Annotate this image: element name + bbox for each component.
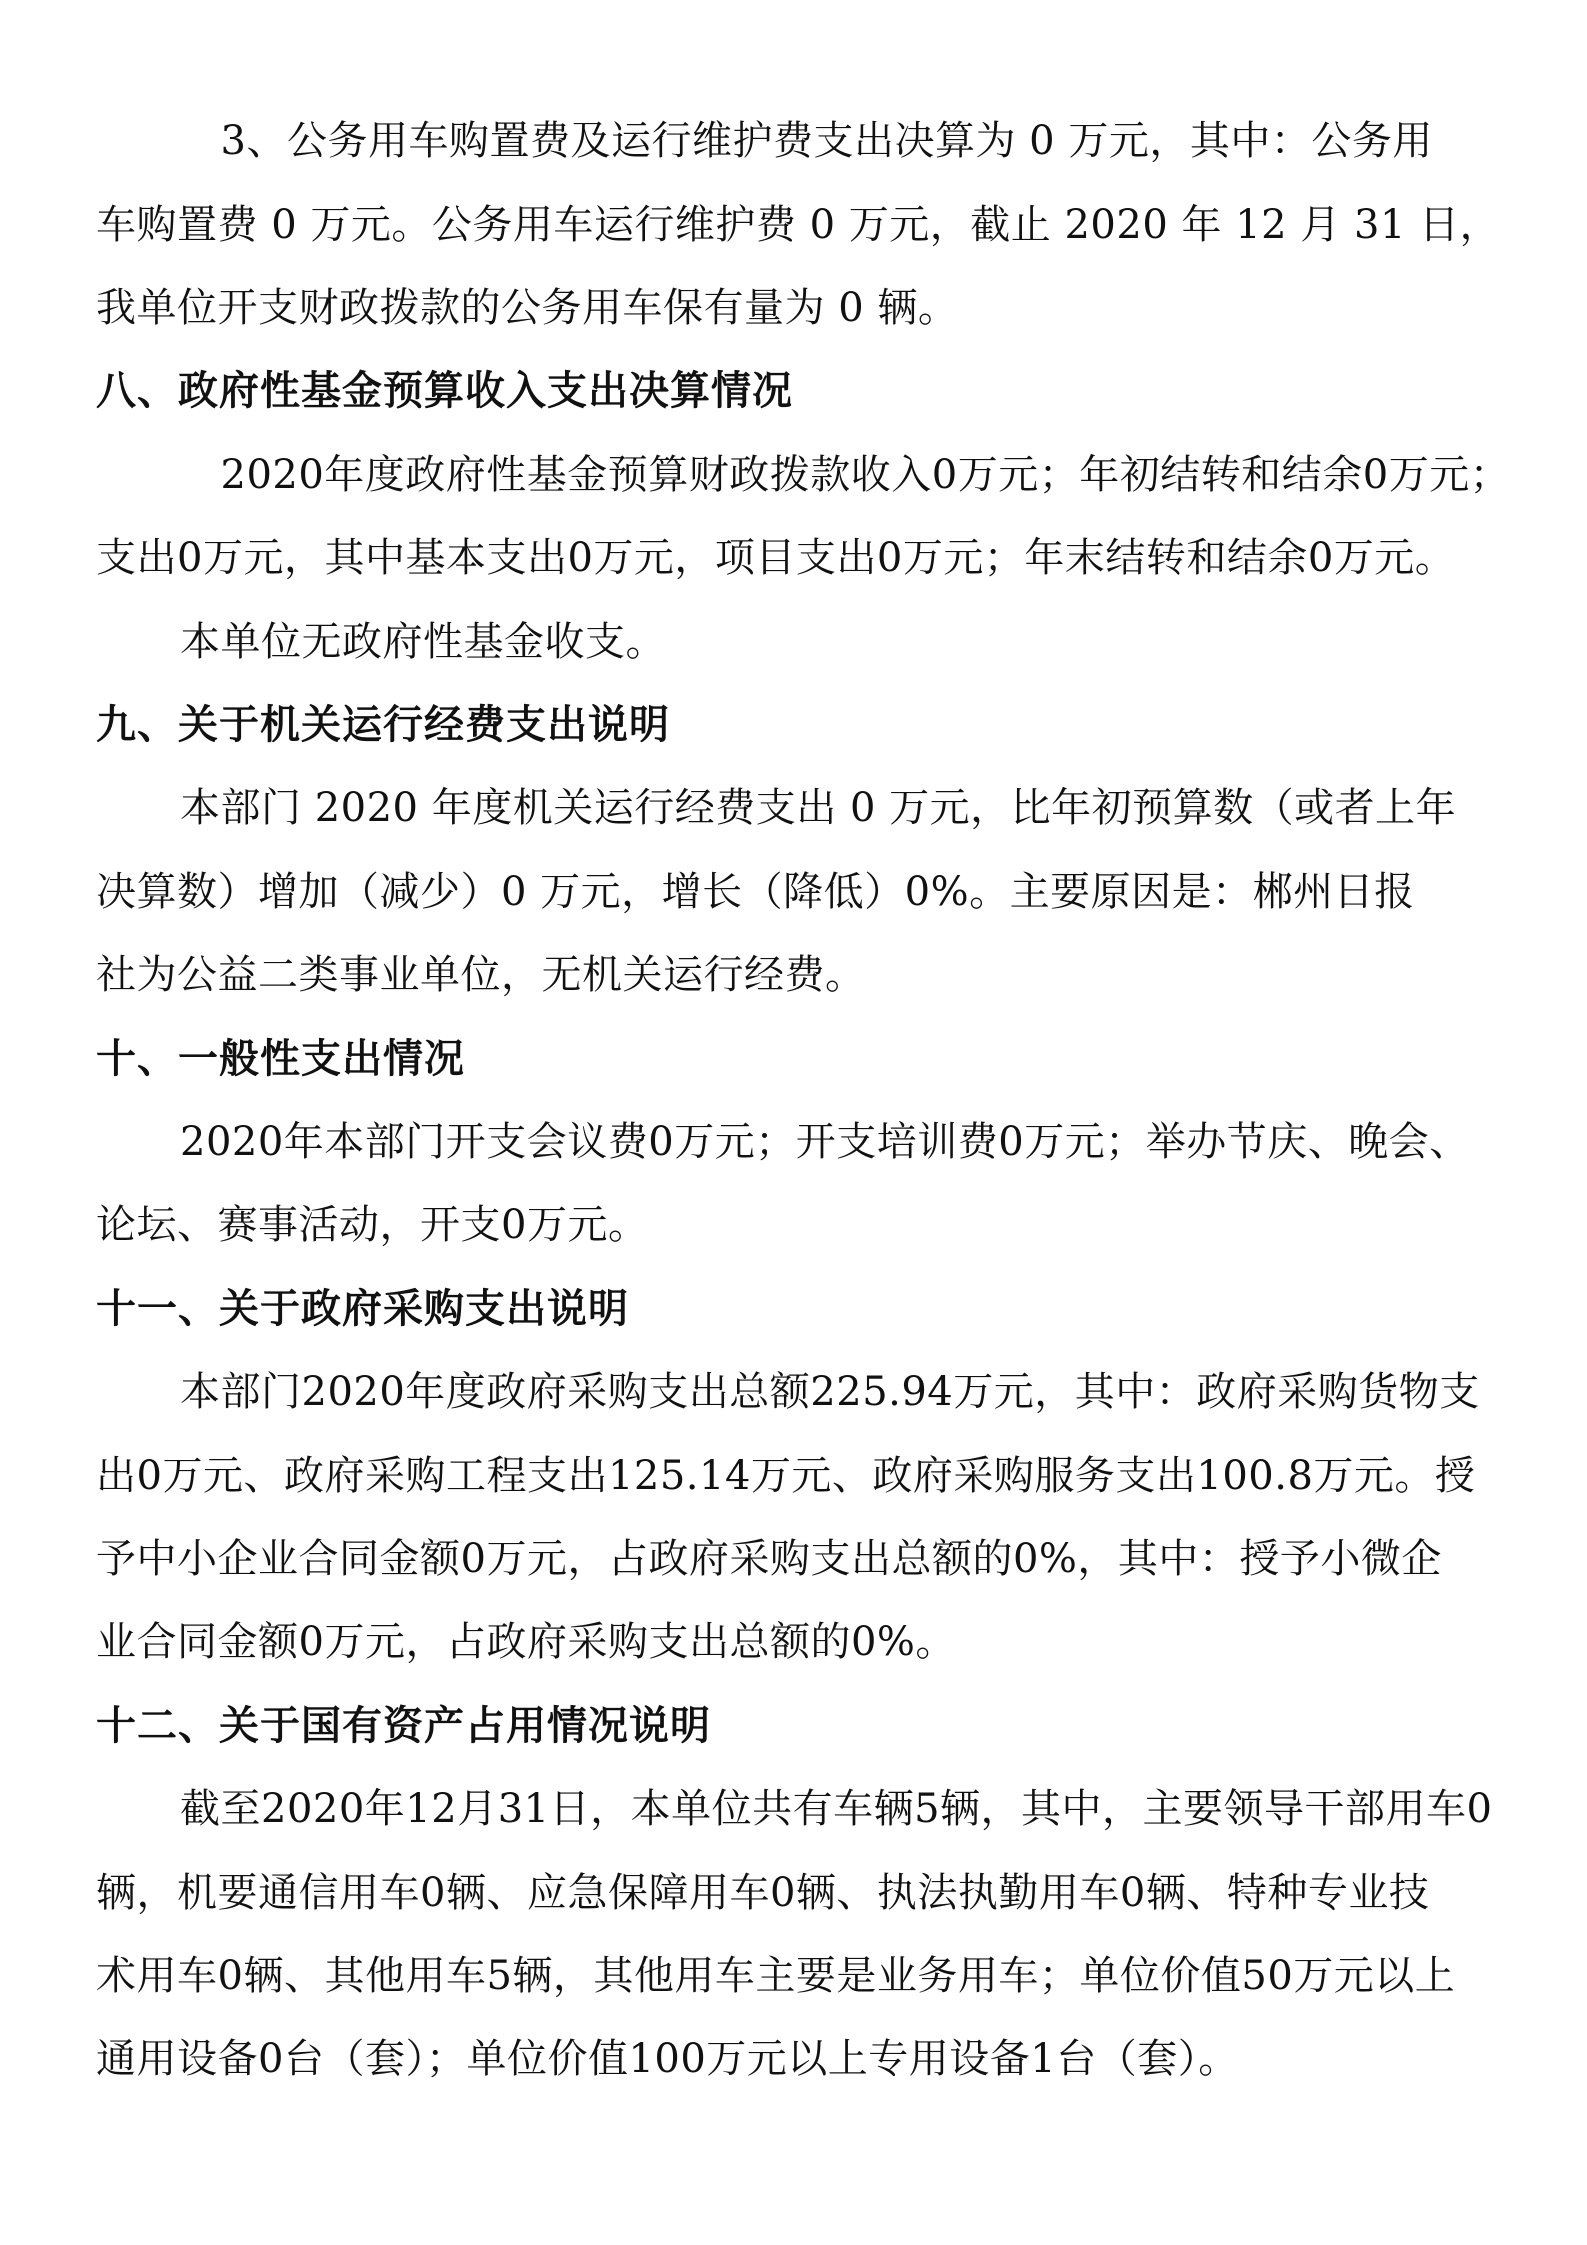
paragraph-line: 2020年本部门开支会议费0万元；开支培训费0万元；举办节庆、晚会、 — [180, 1119, 1470, 1165]
paragraph-line: 予中小企业合同金额0万元，占政府采购支出总额的0%，其中：授予小微企 — [96, 1536, 1442, 1582]
paragraph-line: 2020年度政府性基金预算财政拨款收入0万元；年初结转和结余0万元； — [180, 452, 1511, 498]
paragraph-line: 通用设备0台（套）；单位价值100万元以上专用设备1台（套）。 — [96, 2036, 1239, 2082]
paragraph-line: 业合同金额0万元，占政府采购支出总额的0%。 — [96, 1619, 956, 1665]
section-heading-8: 八、政府性基金预算收入支出决算情况 — [96, 368, 793, 414]
section-heading-9: 九、关于机关运行经费支出说明 — [96, 702, 670, 748]
paragraph-line: 我单位开支财政拨款的公务用车保有量为 0 辆。 — [96, 285, 959, 331]
paragraph-line: 论坛、赛事活动，开支0万元。 — [96, 1202, 649, 1248]
paragraph-line: 术用车0辆、其他用车5辆，其他用车主要是业务用车；单位价值50万元以上 — [96, 1953, 1456, 1999]
paragraph-line: 本单位无政府性基金收支。 — [180, 619, 666, 665]
paragraph-line: 3、公务用车购置费及运行维护费支出决算为 0 万元，其中：公务用 — [180, 118, 1433, 164]
paragraph-line: 出0万元、政府采购工程支出125.14万元、政府采购服务支出100.8万元。授 — [96, 1453, 1476, 1499]
paragraph-line: 本部门2020年度政府采购支出总额225.94万元，其中：政府采购货物支 — [180, 1369, 1480, 1415]
paragraph-line: 截至2020年12月31日，本单位共有车辆5辆，其中，主要领导干部用车0 — [180, 1786, 1493, 1832]
section-heading-12: 十二、关于国有资产占用情况说明 — [96, 1703, 711, 1749]
paragraph-line: 辆，机要通信用车0辆、应急保障用车0辆、执法执勤用车0辆、特种专业技 — [96, 1870, 1430, 1916]
paragraph-line: 车购置费 0 万元。公务用车运行维护费 0 万元，截止 2020 年 12 月 31 日， — [96, 202, 1501, 248]
paragraph-line: 决算数）增加（减少）0 万元，增长（降低）0%。主要原因是：郴州日报 — [96, 869, 1415, 915]
paragraph-line: 社为公益二类事业单位，无机关运行经费。 — [96, 952, 866, 998]
section-heading-10: 十、一般性支出情况 — [96, 1036, 465, 1082]
section-heading-11: 十一、关于政府采购支出说明 — [96, 1286, 629, 1332]
paragraph-line: 本部门 2020 年度机关运行经费支出 0 万元，比年初预算数（或者上年 — [180, 785, 1457, 831]
paragraph-line: 支出0万元，其中基本支出0万元，项目支出0万元；年末结转和结余0万元。 — [96, 535, 1456, 581]
